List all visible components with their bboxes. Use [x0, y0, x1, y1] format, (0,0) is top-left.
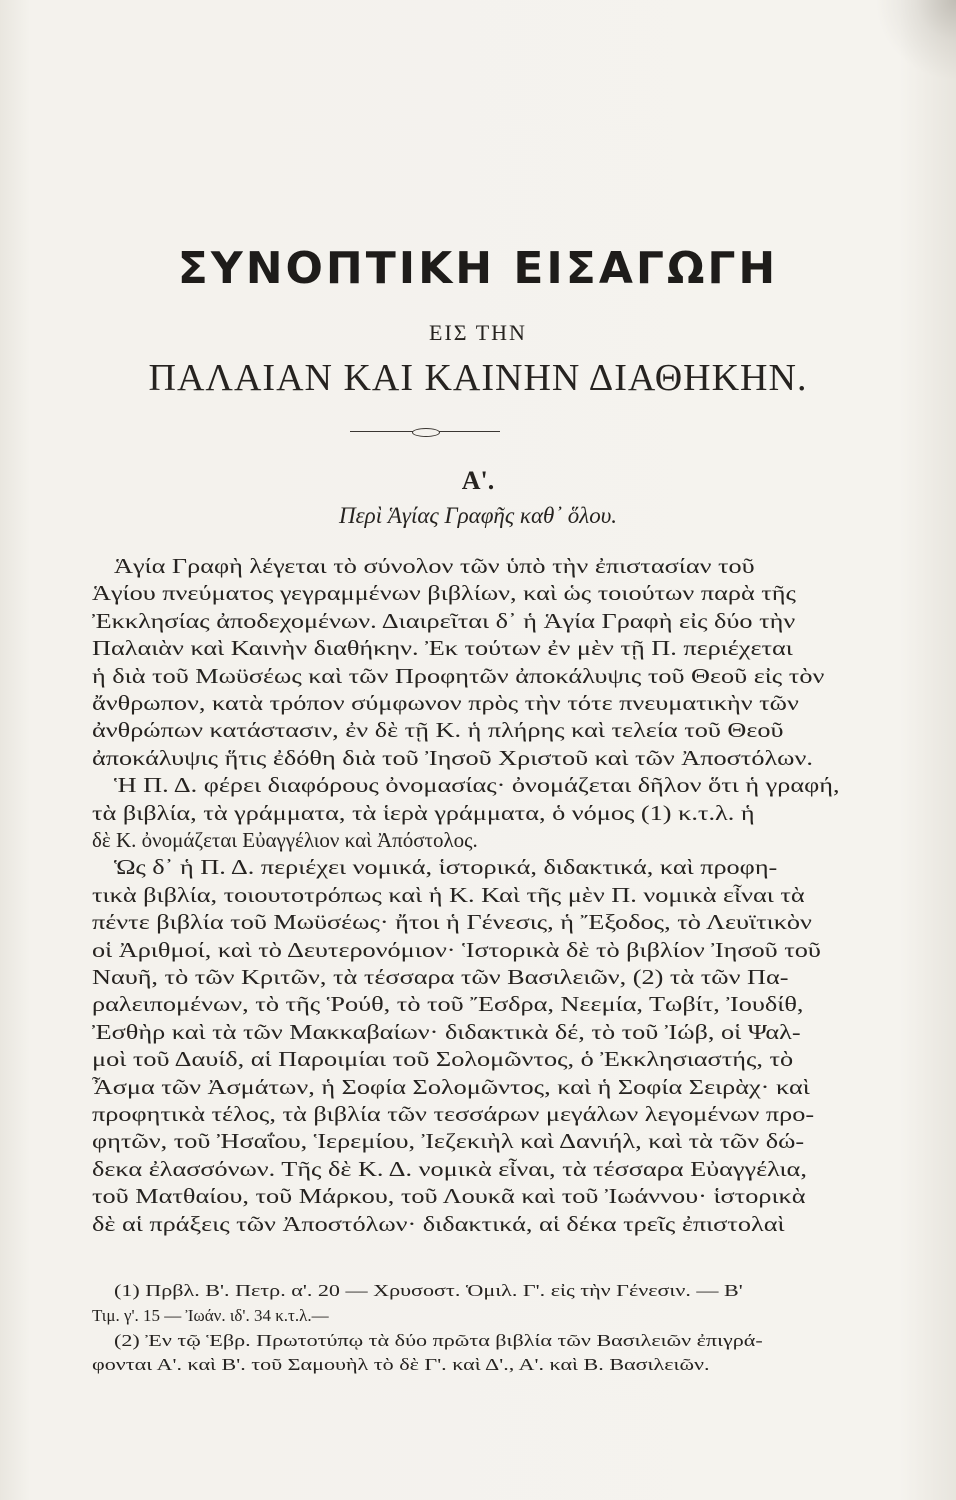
section-title: Περὶ Ἁγίας Γραφῆς καθ᾽ ὅλου. — [338, 503, 617, 528]
body-line: οἱ Ἀριθμοί, καὶ τὸ Δευτερονόμιον· Ἱστορικὰ δὲ τὸ βιβλίον Ἰησοῦ τοῦ — [92, 937, 821, 962]
body-line: δεκα ἐλασσόνων. Τῆς δὲ Κ. Δ. νομικὰ εἶναι, τὰ τέσσαρα Εὐαγγέλια, — [92, 1156, 807, 1181]
footnote-line: Τιμ. γ'. 15 — Ἰωάν. ιδ'. 34 κ.τ.λ.— — [92, 1306, 329, 1325]
page-corner-shadow — [866, 0, 956, 90]
body-line: τοῦ Ματθαίου, τοῦ Μάρκου, τοῦ Λουκᾶ καὶ τοῦ Ἰωάννου· ἱστορικὰ — [92, 1184, 806, 1209]
body-line: τὰ βιβλία, τὰ γράμματα, τὰ ἱερὰ γράμματα, ὁ νόμος (1) κ.τ.λ. ἡ — [92, 800, 755, 825]
body-line: Ναυῆ, τὸ τῶν Κριτῶν, τὰ τέσσαρα τῶν Βασιλειῶν, (2) τὰ τῶν Πα- — [92, 965, 789, 989]
body-line: Ἁγίου πνεύματος γεγραμμένων βιβλίων, καὶ ὡς τοιούτων παρὰ τῆς — [92, 581, 796, 606]
body-line: τικὰ βιβλία, τοιουτοτρόπως καὶ ἡ Κ. Καὶ τῆς μὲν Π. νομικὰ εἶναι τὰ — [92, 882, 805, 907]
body-line: Παλαιὰν καὶ Καινὴν διαθήκην. Ἐκ τούτων ἐν μὲν τῇ Π. περιέχεται — [92, 636, 793, 661]
body-line: ἀποκάλυψις ἥτις ἐδόθη διὰ τοῦ Ἰησοῦ Χριστοῦ καὶ τῶν Ἀποστόλων. — [92, 745, 813, 770]
title-subline: ΕΙΣ ΤΗΝ — [429, 320, 527, 345]
body-line: πέντε βιβλία τοῦ Μωϋσέως· ἤτοι ἡ Γένεσις, ἡ Ἔξοδος, τὸ Λευϊτικὸν — [92, 910, 812, 935]
ornament-divider — [350, 428, 500, 436]
body-line: ἄνθρωπον, κατὰ τρόπον σύμφωνον πρὸς τὴν τότε πνευματικὴν τῶν — [92, 691, 799, 715]
body-line: δὲ αἱ πράξεις τῶν Ἀποστόλων· διδακτικά, αἱ δέκα τρεῖς ἐπιστολαὶ — [92, 1211, 785, 1236]
main-title: ΣΥΝΟΠΤΙΚΗ ΕΙΣΑΓΩΓΗ — [177, 243, 779, 294]
body-line: προφητικὰ τέλος, τὰ βιβλία τῶν τεσσάρων μεγάλων λεγομένων προ- — [92, 1102, 815, 1126]
body-line: μοὶ τοῦ Δαυίδ, αἱ Παροιμίαι τοῦ Σολομῶντος, ὁ Ἐκκλησιαστής, τὸ — [92, 1047, 794, 1072]
title-testaments: ΠΑΛΑΙΑΝ ΚΑΙ ΚΑΙΝΗΝ ΔΙΑΘΗΚΗΝ. — [148, 357, 808, 399]
footnote-line: (2) Ἐν τῷ Ἑβρ. Πρωτοτύπῳ τὰ δύο πρῶτα βιβλία τῶν Βασιλειῶν ἐπιγρά- — [114, 1331, 763, 1350]
body-line: ἀνθρώπων κατάστασιν, ἐν δὲ τῇ Κ. ἡ πλήρης καὶ τελεία τοῦ Θεοῦ — [92, 718, 784, 743]
body-line: Ἐσθὴρ καὶ τὰ τῶν Μακκαβαίων· διδακτικὰ δέ, τὸ τοῦ Ἰώβ, οἱ Ψαλ- — [92, 1019, 801, 1044]
body-line: ἡ διὰ τοῦ Μωϋσέως καὶ τῶν Προφητῶν ἀποκάλυψις τοῦ Θεοῦ εἰς τὸν — [92, 663, 825, 688]
body-line: Ὡς δ᾽ ἡ Π. Δ. περιέχει νομικά, ἱστορικά, διδακτικά, καὶ προφη- — [114, 855, 778, 880]
footnote-line: (1) Πρβλ. Β'. Πετρ. α'. 20 — Χρυσοστ. Ὁμιλ. Γ'. εἰς τὴν Γένεσιν. — Β' — [114, 1281, 743, 1300]
body-line: Ἐκκλησίας ἀποδεχομένων. Διαιρεῖται δ᾽ ἡ Ἁγία Γραφὴ εἰς δύο τὴν — [92, 608, 796, 633]
footnote-line: φονται Α'. καὶ Β'. τοῦ Σαμουὴλ τὸ δὲ Γ'. καὶ Δ'., Α'. καὶ Β. Βασιλειῶν. — [92, 1355, 710, 1374]
body-line: φητῶν, τοῦ Ἠσαΐου, Ἱερεμίου, Ἰεζεκιὴλ καὶ Δανιήλ, καὶ τὰ τῶν δώ- — [92, 1129, 805, 1154]
section-number: Α'. — [461, 466, 495, 495]
body-line: Ἁγία Γραφὴ λέγεται τὸ σύνολον τῶν ὑπὸ τὴν ἐπιστασίαν τοῦ — [114, 554, 755, 578]
body-line: Ἡ Π. Δ. φέρει διαφόρους ὀνομασίας· ὀνομάζεται δῆλον ὅτι ἡ γραφή, — [114, 773, 840, 798]
body-line: Ἆσμα τῶν Ἀσμάτων, ἡ Σοφία Σολομῶντος, καὶ ἡ Σοφία Σειρὰχ· καὶ — [92, 1074, 810, 1099]
body-line: ραλειπομένων, τὸ τῆς Ῥούθ, τὸ τοῦ Ἔσδρα, Νεεμία, Τωβίτ, Ἰουδίθ, — [92, 992, 804, 1017]
body-line: δὲ Κ. ὀνομάζεται Εὐαγγέλιον καὶ Ἀπόστολος. — [92, 828, 478, 852]
